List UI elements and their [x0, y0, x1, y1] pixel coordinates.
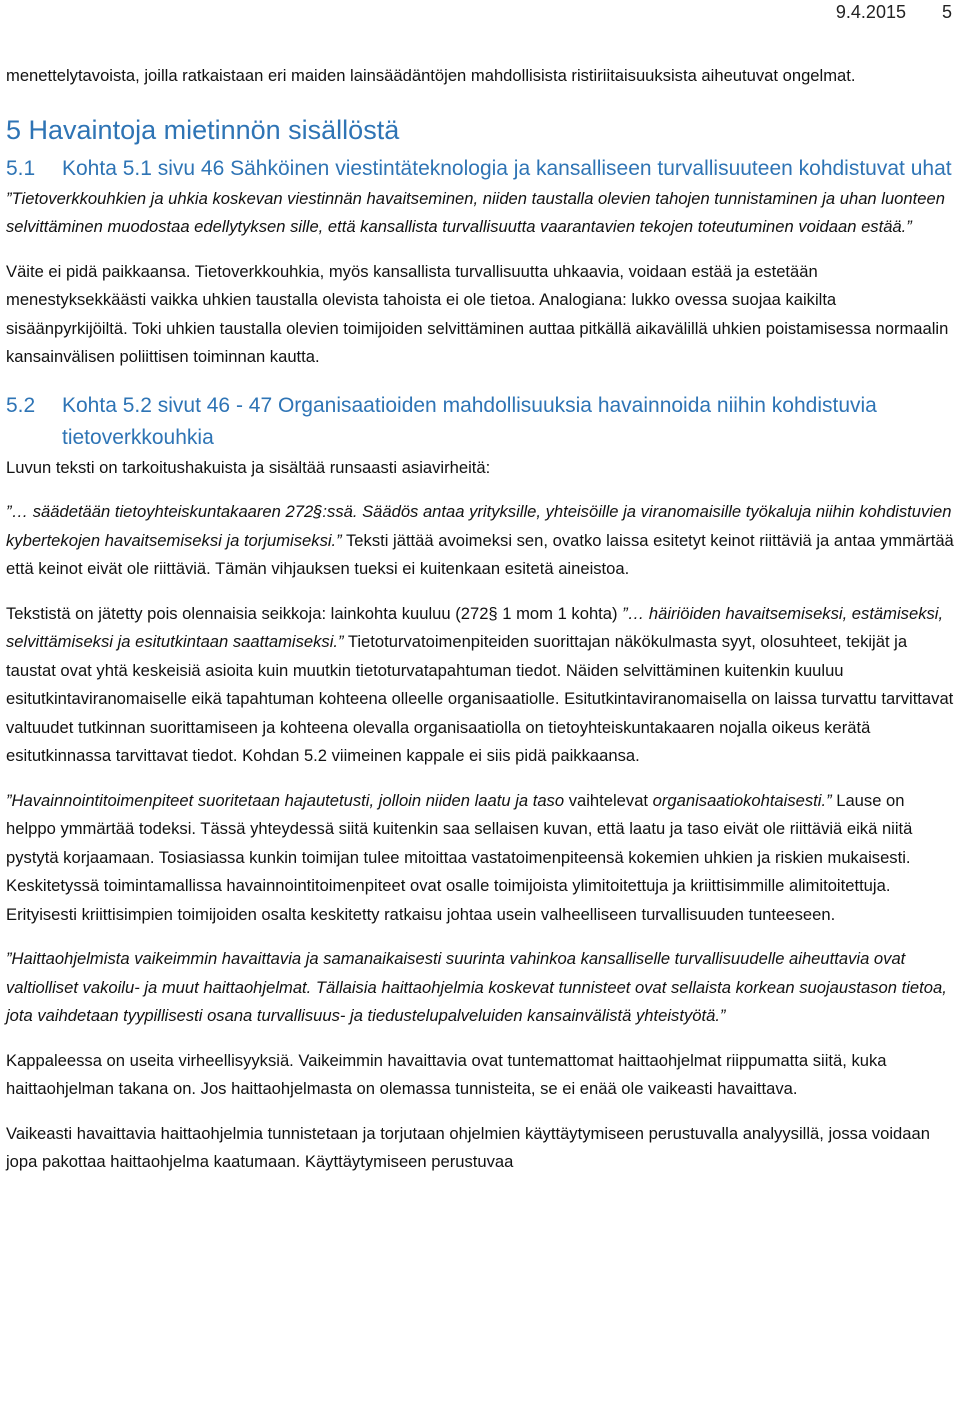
- subsection-heading-5-1: [6, 153, 954, 185]
- body-text: Tietoturvatoimenpiteiden suorittajan näkökulmasta syyt, olosuhteet, tekijät ja taustat ovat yhtä keskeisiä asioita kuin muutkin tietoturvatapahtuman tiedot. Näiden selvittäminen kuitenkin kuuluu esitutkintaviranomaiselle eikä tapahtuman kohteena olleelle organisaatiolle. Esitutkintaviranomaisella on laissa turvattu tarvittavat valtuudet tutkinnan suorittamiseen ja kohteena olevalla organisaatiolla on tietoyhteiskuntakaaren nojalla oikeus kerätä esitutkinnassa tarvittavat tiedot. Kohdan 5.2 viimeinen kappale ei siis pidä paikkaansa.: [6, 632, 954, 765]
- body-text: vaihtelevat: [564, 790, 653, 810]
- subsection-number: 5.1: [6, 156, 36, 180]
- body-paragraph: Vaikeasti havaittavia haittaohjelmia tunnistetaan ja torjutaan ohjelmien käyttäytymiseen perustuvalla analyysillä, jossa voidaan jopa pakottaa haittaohjelma kaatumaan. Käyttäytymiseen perustuvaa: [6, 1123, 930, 1171]
- quote-text: ”… säädetään tietoyhteiskuntakaaren 272§:ssä. Säädös antaa yrityksille, yhteisöille ja viranomaisille työkaluja niihin kohdistuvien kybertekojen havaitsemiseksi ja torjumiseksi.”: [6, 502, 952, 550]
- body-text: Tekstistä on jätetty pois olennaisia seikkoja: lainkohta kuuluu (272§ 1 mom 1 kohta): [6, 603, 623, 623]
- subsection-title: Kohta 5.1 sivu 46 Sähköinen viestintäteknologia ja kansalliseen turvallisuuteen kohdistuvat uhat: [62, 156, 952, 180]
- header-date: 9.4.2015: [835, 2, 906, 22]
- body-text: Lause on helppo ymmärtää todeksi. Tässä yhteydessä siitä kuitenkin saa sellaisen kuvan, että laatu ja taso eivät ole riittäviä eikä niitä pystytä korjaamaan. Tosiasiassa kunkin toimijan tulee mitoittaa vastatoimenpiteensä kokemien uhkien ja riskien mukaisesti. Keskitetyssä toimintamallissa havainnointitoimenpiteet ovat osalle toimijoista ylimitoitettuja ja kriittisimmille alimitoitettuja. Erityisesti kriittisimpien toimijoiden osalta keskitetty ratkaisu johtaa usein valheelliseen turvallisuuden tunteeseen.: [6, 790, 913, 924]
- quote-text: ”Havainnointitoimenpiteet suoritetaan hajautetusti, jolloin niiden laatu ja taso: [6, 790, 565, 810]
- body-paragraph: [6, 787, 954, 930]
- page-header: [836, 0, 952, 24]
- quote-text: organisaatiokohtaisesti.”: [652, 790, 832, 810]
- body-paragraph: [6, 498, 954, 584]
- page-number: 5: [941, 2, 952, 22]
- document-body: [6, 62, 954, 1177]
- section-heading-5: 5 Havaintoja mietinnön sisällöstä: [6, 114, 400, 145]
- quote-text: ”… häiriöiden havaitsemiseksi, estämiseksi, selvittämiseksi ja esitutkintaan saattamiseksi.”: [6, 603, 944, 651]
- body-paragraph: Väite ei pidä paikkaansa. Tietoverkkouhkia, myös kansallista turvallisuutta uhkaavia, voidaan estää ja estetään menestyksekkäästi vaikka uhkien taustalla olevista tahoista ei ole tietoa. Analogiana: lukko ovessa suojaa kaikilta sisäänpyrkijöiltä. Toki uhkien taustalla olevien toimijoiden selvittäminen auttaa pitkällä aikavälillä uhkien poistamisessa normaalin kansainvälisen poliittisen toiminnan kautta.: [6, 261, 949, 366]
- subsection-title: Kohta 5.2 sivut 46 - 47 Organisaatioiden mahdollisuuksia havainnoida niihin kohdistuvia tietoverkkouhkia: [62, 393, 877, 449]
- body-paragraph: Luvun teksti on tarkoitushakuista ja sisältää runsaasti asiavirheitä:: [6, 457, 491, 477]
- quote-paragraph: [6, 945, 954, 1031]
- body-paragraph: [6, 600, 954, 771]
- body-text: Teksti jättää avoimeksi sen, ovatko laissa esitetyt keinot riittäviä ja antaa ymmärtää että keinot eivät ole riittäviä. Tämän vihjauksen tueksi ei kuitenkaan esitetä aineistoa.: [6, 530, 954, 578]
- intro-paragraph: menettelytavoista, joilla ratkaistaan eri maiden lainsäädäntöjen mahdollisista ristiriitaisuuksista aiheutuvat ongelmat.: [6, 66, 856, 85]
- subsection-heading-5-2: [6, 390, 954, 454]
- quote-text: ”Tietoverkkouhkien ja uhkia koskevan viestinnän havaitseminen, niiden taustalla olevien tahojen tunnistaminen ja uhan luonteen selvittäminen muodostaa edellytyksen sille, että kansallista turvallisuutta vaarantavien tekojen toteutuminen voidaan estää.”: [6, 188, 945, 236]
- subsection-number: 5.2: [6, 393, 36, 417]
- quote-paragraph: [6, 185, 954, 242]
- body-paragraph: Kappaleessa on useita virheellisyyksiä. Vaikeimmin havaittavia ovat tuntemattomat haittaohjelmat riippumatta siitä, kuka haittaohjelman takana on. Jos haittaohjelmasta on olemassa tunnisteita, se ei enää ole vaikeasti havaittava.: [6, 1050, 887, 1098]
- quote-text: ”Haittaohjelmista vaikeimmin havaittavia ja samanaikaisesti suurinta vahinkoa kansalliselle turvallisuudelle aiheuttavia ovat valtiolliset vakoilu- ja muut haittaohjelmat. Tällaisia haittaohjelmia koskevat tunnisteet ovat sellaista korkean suojaustason tietoa, jota vaihdetaan tyypillisesti osana turvallisuus- ja tiedustelupalveluiden kansainvälistä yhteistyötä.”: [6, 949, 947, 1025]
